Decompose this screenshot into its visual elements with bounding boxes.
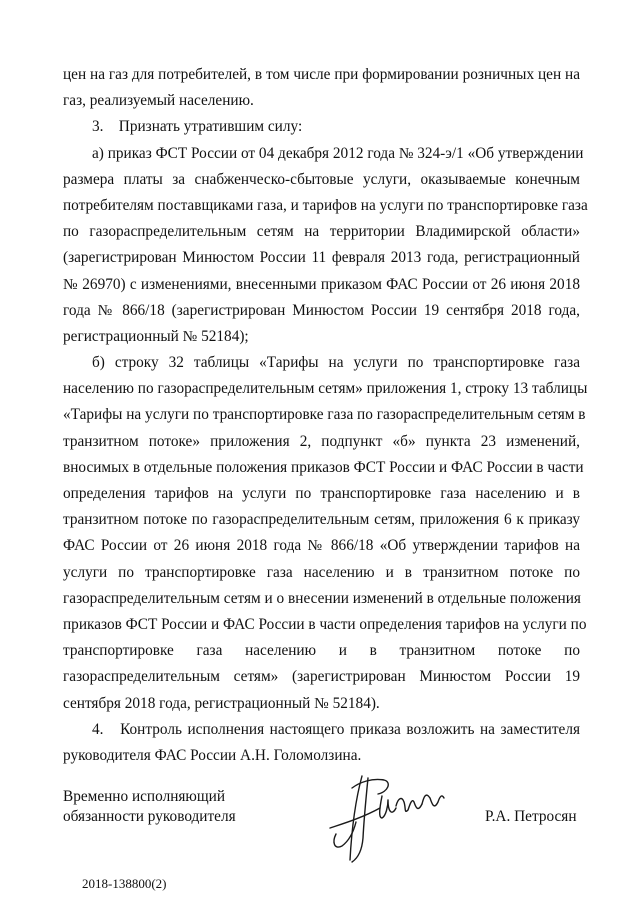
text-line: «Тарифы на услуги по транспортировке газа по газораспределительным сетям в: [63, 406, 586, 424]
text-line: вносимых в отдельные положения приказов ФСТ России и ФАС России в части: [63, 458, 584, 476]
text-line: определения тарифов на услуги по транспортировке газа населению и в: [63, 485, 580, 502]
text-line: № 26970) с изменениями, внесенными приказом ФАС России от 26 июня 2018: [63, 275, 580, 293]
text-line: газораспределительным сетям и о внесении изменений в отдельные положения: [63, 589, 581, 607]
text-line: услуги по транспортировке газа населению и в транзитном потоке по: [63, 563, 580, 581]
text-line: транзитном потоке по газораспределительным сетям, приложения 6 к приказу: [63, 511, 580, 529]
text-line: сентября 2018 года, регистрационный № 52184).: [63, 694, 380, 712]
text-line: размера платы за снабженческо-сбытовые услуги, оказываемые конечным: [63, 170, 580, 188]
signer-position: [63, 787, 236, 827]
text-line: ФАС России от 26 июня 2018 года № 866/18 «Об утверждении тарифов на: [63, 537, 580, 555]
document-number: 2018-138800(2): [82, 876, 167, 891]
text-line: 4. Контроль исполнения настоящего приказа возложить на заместителя: [92, 720, 580, 738]
text-line: газ, реализуемый населению.: [63, 92, 254, 110]
signer-position-line-2: обязанности руководителя: [63, 808, 236, 825]
text-line: (зарегистрирован Минюстом России 11 февраля 2013 года, регистрационный: [63, 249, 580, 267]
text-line: регистрационный № 52184);: [63, 327, 249, 345]
text-line: приказов ФСТ России и ФАС России в части определения тарифов на услуги по: [63, 615, 587, 633]
text-line: а) приказ ФСТ России от 04 декабря 2012 года № 324-э/1 «Об утверждении: [92, 144, 584, 162]
text-line: транспортировке газа населению и в транзитном потоке по: [63, 642, 580, 660]
document-body: [63, 62, 588, 769]
text-line: 3. Признать утратившим силу:: [92, 118, 303, 136]
text-line: потребителям поставщиками газа, и тарифов на услуги по транспортировке газа: [63, 196, 588, 214]
text-line: по газораспределительным сетям на территории Владимирской области»: [63, 223, 580, 241]
text-line: транзитном потоке» приложения 2, подпункт «б» пункта 23 изменений,: [63, 432, 580, 450]
text-line: года № 866/18 (зарегистрирован Минюстом России 19 сентября 2018 года,: [63, 301, 580, 319]
signer-name: Р.А. Петросян: [485, 808, 577, 825]
handwritten-signature: [322, 768, 452, 868]
text-line: цен на газ для потребителей, в том числе при формировании розничных цен на: [63, 66, 580, 83]
text-line: руководителя ФАС России А.Н. Голомолзина.: [63, 746, 362, 764]
text-line: б) строку 32 таблицы «Тарифы на услуги по транспортировке газа: [92, 354, 580, 372]
signer-position-line-1: Временно исполняющий: [63, 788, 225, 805]
text-line: населению по газораспределительным сетям» приложения 1, строку 13 таблицы: [63, 380, 588, 398]
text-line: газораспределительным сетям» (зарегистрирован Минюстом России 19: [63, 668, 580, 686]
